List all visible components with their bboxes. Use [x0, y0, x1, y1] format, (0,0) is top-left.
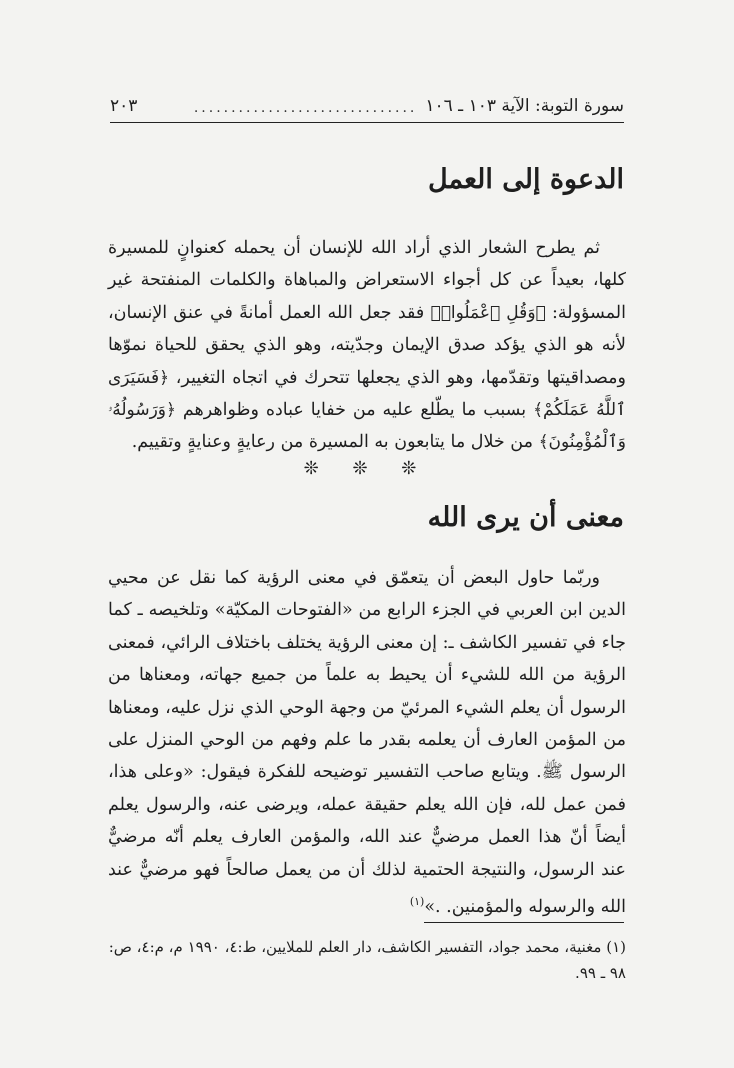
paragraph-text: بسبب ما يطّلع عليه من خفايا عباده وظواهرهم	[175, 400, 534, 421]
section-heading-meaning-of-seeing: معنى أن يرى الله	[427, 502, 624, 533]
section-heading-call-to-work: الدعوة إلى العمل	[428, 164, 624, 195]
quranic-quote: ﴿وَرَسُولُهُۥ وَٱلْمُؤْمِنُونَ﴾	[108, 400, 626, 453]
footnote-rule	[424, 922, 624, 923]
quranic-quote: ﴿وَقُلِ ٱعْمَلُوا۟﴾	[430, 302, 546, 323]
paragraph-text: ثم يطرح الشعار الذي أراد الله للإنسان أن يحمله كعنوانٍ للمسيرة كلها، بعيداً عن كل أجواء الاستعراض والمباهاة والكلمات المنفتحة غير المسؤولة:	[108, 238, 627, 323]
leader-dots: ..............................	[193, 100, 418, 116]
section-separator: ❊ ❊ ❊	[303, 458, 431, 479]
footnote-reference: (١)	[409, 895, 425, 909]
section-paragraph-1	[108, 232, 626, 459]
section-paragraph-2	[108, 562, 626, 923]
header-rule	[110, 122, 624, 123]
paragraph-2-text: وربّما حاول البعض أن يتعمّق في معنى الرؤية كما نقل عن محيي الدين ابن العربي في الجزء الرابع من «الفتوحات المكيّة» وتلخيصه ـ كما جاء في تفسير الكاشف ـ: إن معنى الرؤية يختلف باختلاف الرائي، فمعنى الرؤية من الله للشيء أن يحيط به علماً من جميع جهاته، ومعناها من الرسول أن يعلم الشيء المرئيّ من وجهة الوحي الذي نزل عليه، ومعناها من المؤمن العارف أن يعلمه بقدر ما علم وفهم من الوحي المنزل على الرسول ﷺ. ويتابع صاحب التفسير توضيحه للفكرة فيقول: «وعلى هذا، فمن عمل لله، فإن الله يعلم حقيقة عمله، ويرضى عنه، والرسول يعلم أيضاً أنّ هذا العمل مرضيٌّ عند الله، والمؤمن العارف يعلم أنّه مرضيٌّ عند الرسول، والنتيجة الحتمية لذلك أن من يعمل صالحاً فهو مرضيٌّ عند الله والرسوله والمؤمنين. .»	[108, 568, 626, 917]
page-number: ٢٠٣	[110, 96, 138, 116]
paragraph-text: من خلال ما يتابعون به المسيرة من رعايةٍ وعنايةٍ وتقييم.	[131, 432, 539, 453]
quranic-quote: ﴿فَسَيَرَى ٱللَّهُ عَمَلَكُمْ﴾	[108, 367, 626, 421]
running-header	[110, 90, 624, 116]
chapter-title: سورة التوبة: الآية ١٠٣ ـ ١٠٦	[425, 96, 624, 116]
paragraph-text: فقد جعل الله العمل أمانةً في عنق الإنسان، لأنه هو الذي يؤكد صدق الإيمان وجدّيته، وهو الذي يحقق للحياة نموّها ومصداقيتها وتقدّمها، وهو الذي يجعلها تتحرك في اتجاه التغيير،	[108, 302, 626, 388]
footnote: (١) مغنية، محمد جواد، التفسير الكاشف، دار العلم للملايين، ط:٤، ١٩٩٠ م، م:٤، ص: ٩٨ ـ ٩٩.	[108, 938, 626, 982]
